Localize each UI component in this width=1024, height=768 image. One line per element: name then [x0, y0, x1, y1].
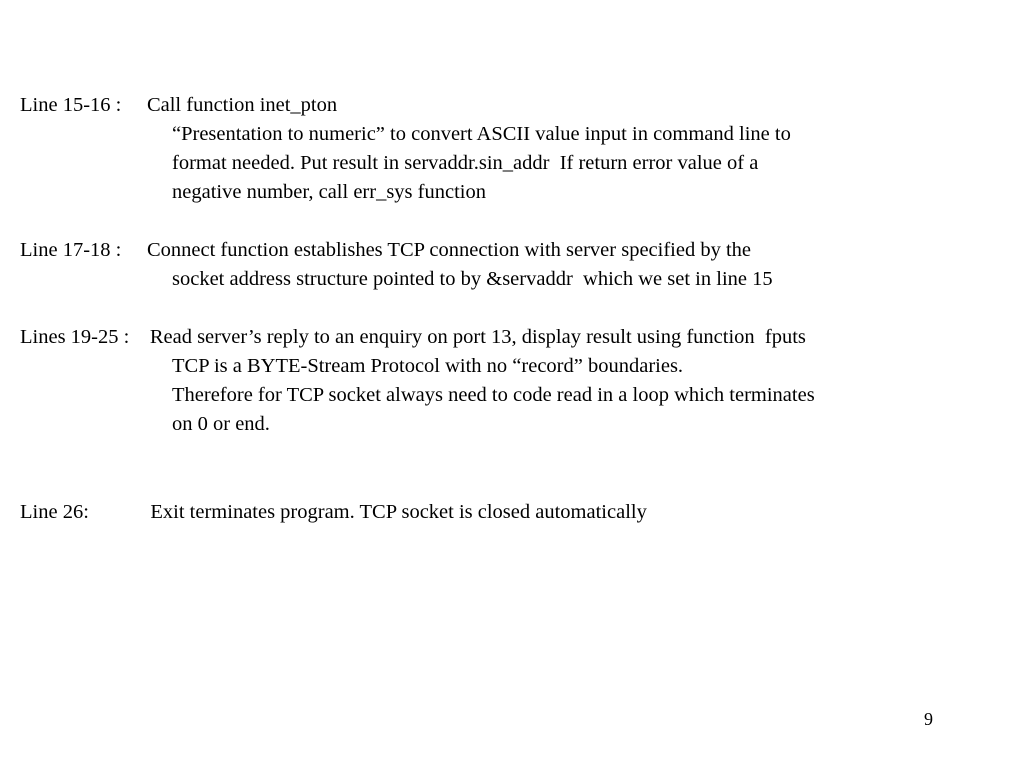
page-number: 9: [924, 709, 933, 729]
block-3-heading: Lines 19-25 : Read server’s reply to an enquiry on port 13, display result using function fputs: [20, 326, 806, 348]
block-2-heading: Line 17-18 : Connect function establishes TCP connection with server specified by the: [20, 239, 752, 261]
block-4-heading: Line 26: Exit terminates program. TCP socket is closed automatically: [20, 501, 647, 523]
block-1-line-2: format needed. Put result in servaddr.sin_addr If return error value of a: [172, 152, 759, 174]
block-2-line-1: socket address structure pointed to by &servaddr which we set in line 15: [172, 268, 773, 290]
block-3-line-3: on 0 or end.: [172, 413, 270, 435]
block-3-line-1: TCP is a BYTE-Stream Protocol with no “record” boundaries.: [172, 355, 684, 377]
block-1-line-3: negative number, call err_sys function: [172, 181, 486, 203]
block-1-heading: Line 15-16 : Call function inet_pton: [20, 94, 338, 116]
block-1-line-1: “Presentation to numeric” to convert ASCII value input in command line to: [172, 123, 791, 145]
block-3-line-2: Therefore for TCP socket always need to code read in a loop which terminates: [172, 384, 815, 406]
